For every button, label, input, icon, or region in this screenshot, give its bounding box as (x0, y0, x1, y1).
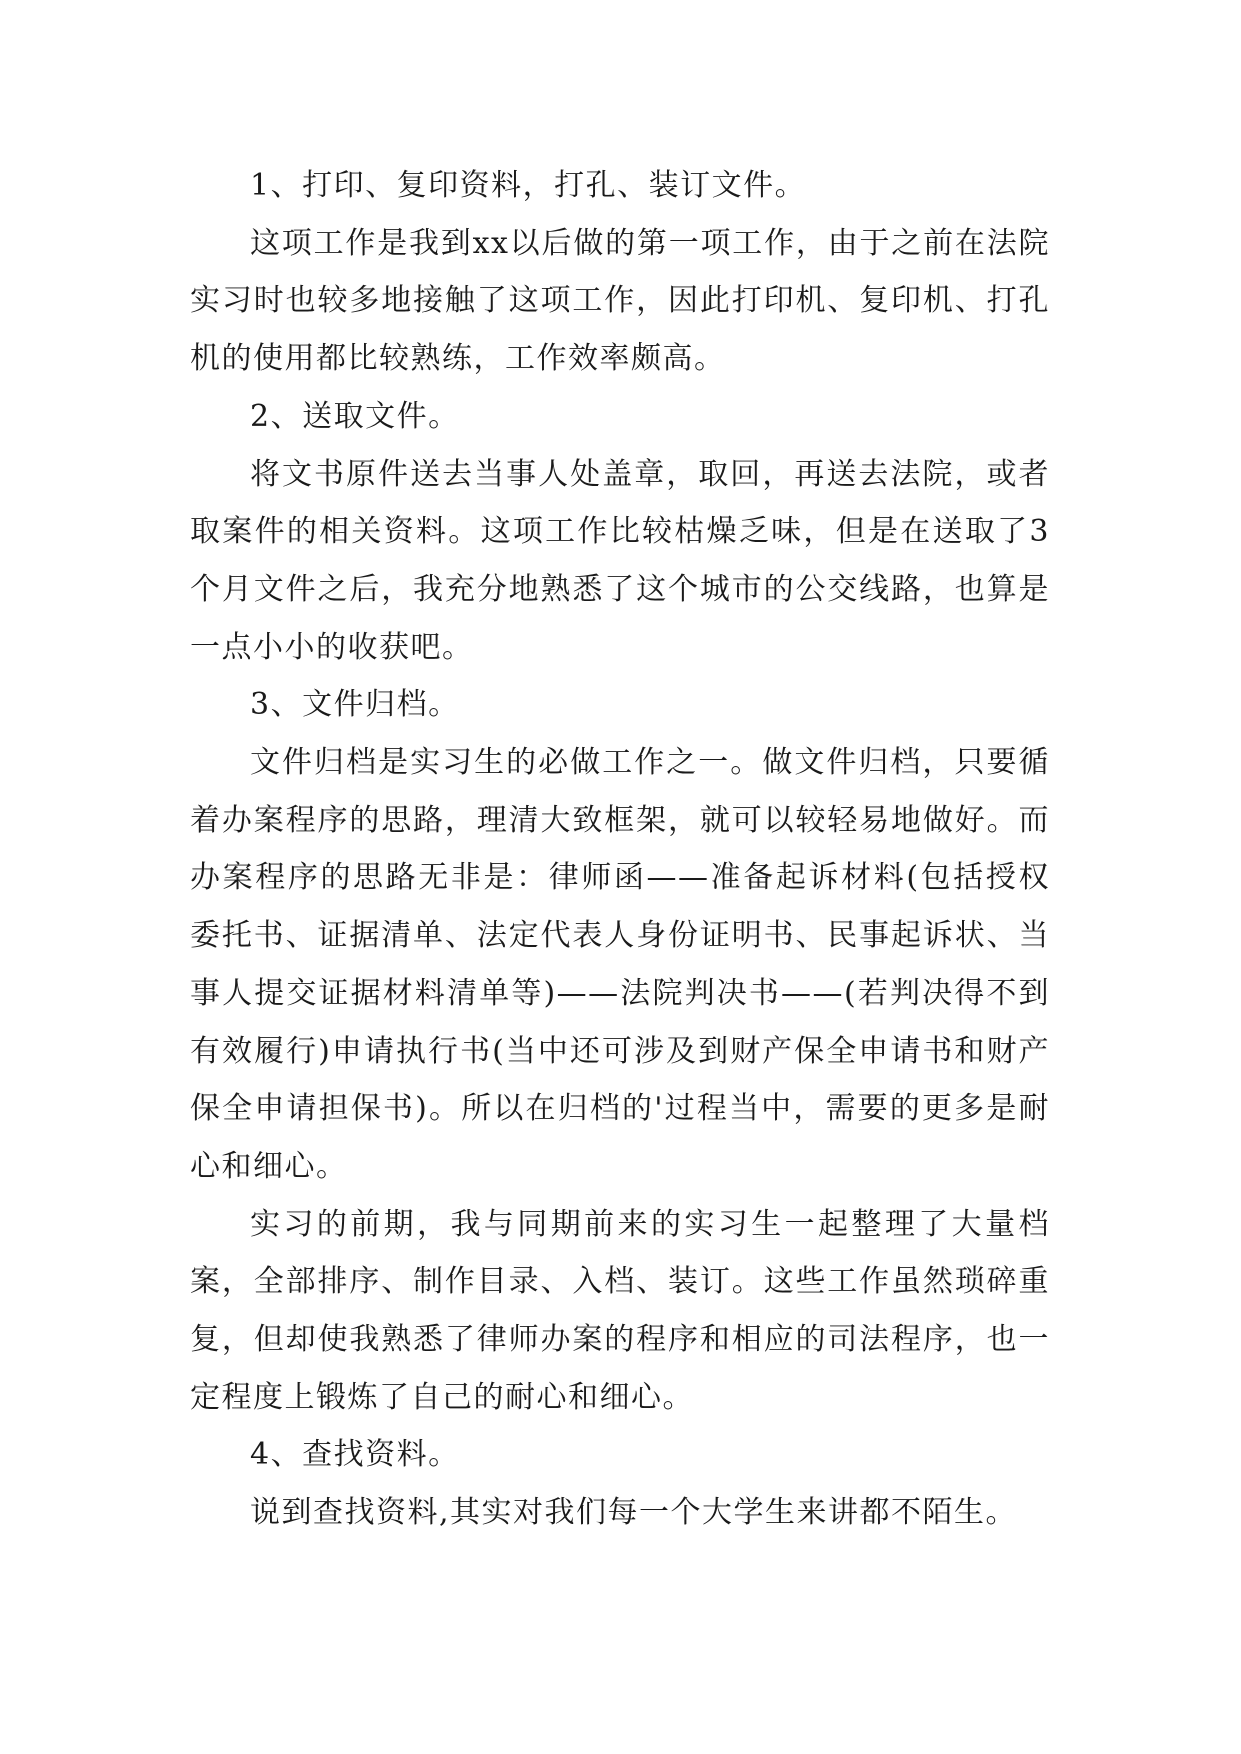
paragraph-delivery: 将文书原件送去当事人处盖章，取回，再送去法院，或者取案件的相关资料。这项工作比较枯燥乏味，但是在送取了3个月文件之后，我充分地熟悉了这个城市的公交线路，也算是一点小小的收获吧。 (190, 456, 1050, 665)
heading-printing: 1、打印、复印资料，打孔、装订文件。 (250, 168, 807, 203)
paragraph-printing: 这项工作是我到xx以后做的第一项工作，由于之前在法院实习时也较多地接触了这项工作，因此打印机、复印机、打孔机的使用都比较熟练，工作效率颇高。 (190, 225, 1050, 377)
paragraph-research: 说到查找资料,其实对我们每一个大学生来讲都不陌生。 (250, 1495, 1018, 1531)
heading-archiving: 3、文件归档。 (250, 687, 460, 723)
document-body (190, 157, 1050, 1542)
heading-research: 4、查找资料。 (250, 1437, 460, 1473)
paragraph-archiving: 文件归档是实习生的必做工作之一。做文件归档，只要循着办案程序的思路，理清大致框架，就可以较轻易地做好。而办案程序的思路无非是：律师函——准备起诉材料(包括授权委托书、证据清单、法定代表人身份证明书、民事起诉状、当事人提交证据材料清单等)——法院判决书——(若判决得不到有效履行)申请执行书(当中还可涉及到财产保全申请书和财产保全申请担保书)。所以在归档的'过程当中，需要的更多是耐心和细心。 (190, 745, 1050, 1184)
paragraph-archiving-practice: 实习的前期，我与同期前来的实习生一起整理了大量档案，全部排序、制作目录、入档、装订。这些工作虽然琐碎重复，但却使我熟悉了律师办案的程序和相应的司法程序，也一定程度上锻炼了自己的耐心和细心。 (190, 1206, 1050, 1415)
heading-delivery: 2、送取文件。 (250, 398, 460, 434)
